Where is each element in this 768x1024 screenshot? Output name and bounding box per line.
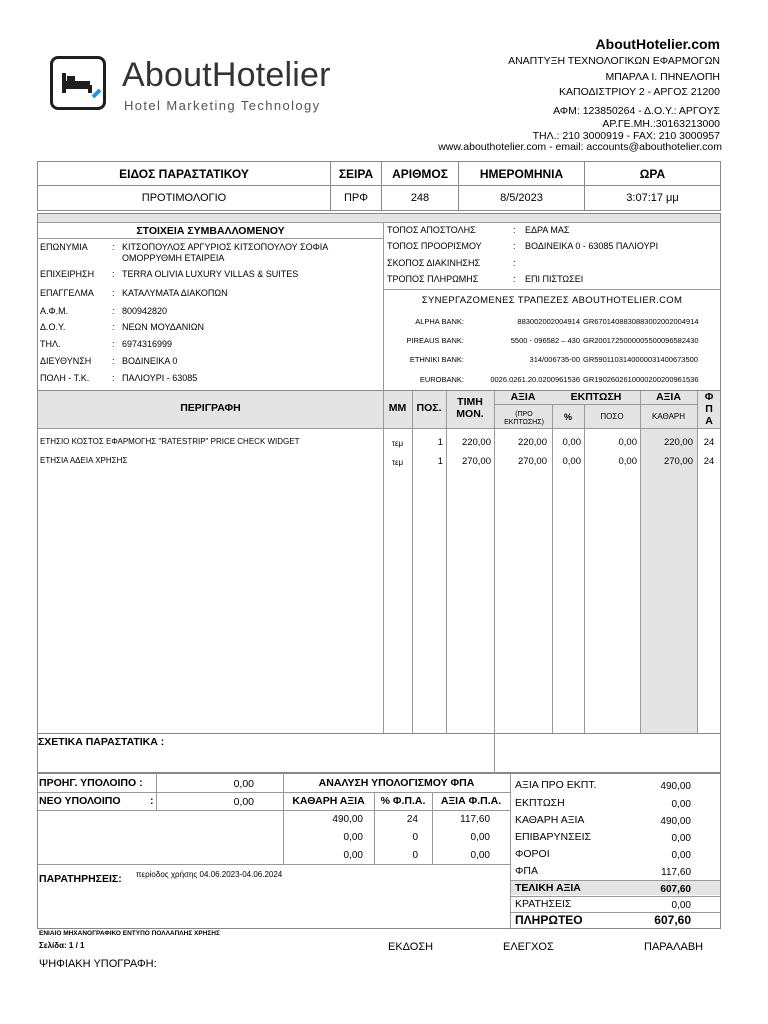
customer-field-label: ΕΠΑΓΓΕΛΜΑ	[40, 288, 94, 298]
customer-field-value: ΒΟΔΙΝΕΙΚΑ 0	[122, 356, 178, 366]
customer-field-colon: :	[112, 339, 115, 349]
shipping-field-label: ΤΟΠΟΣ ΠΡΟΟΡΙΣΜΟΥ	[387, 241, 482, 251]
customer-field-colon: :	[112, 242, 115, 252]
date-value: 8/5/2023	[459, 186, 585, 211]
prev-balance-label: ΠΡΟΗΓ. ΥΠΟΛΟΙΠΟ :	[39, 777, 143, 789]
col-discount: ΕΚΠΤΩΣΗ	[570, 391, 622, 403]
shipping-field-label: ΤΟΠΟΣ ΑΠΟΣΤΟΛΗΣ	[387, 225, 476, 235]
new-balance-colon: :	[150, 795, 154, 807]
document-header-table	[37, 161, 721, 211]
bank-iban: GR6701408830883002002004914	[583, 317, 699, 326]
company-line: www.abouthotelier.com - email: accounts@abouthotelier.com	[438, 141, 722, 154]
item-description: ΕΤΗΣΙΑ ΑΔΕΙΑ ΧΡΗΣΗΣ	[40, 456, 128, 465]
company-line: ΜΠΑΡΛΑ Ι. ΠΗΝΕΛΟΠΗ	[605, 70, 720, 83]
totals-separator	[511, 880, 720, 881]
col-quantity: ΠΟΣ.	[416, 402, 442, 414]
company-line: ΤΗΛ.: 210 3000919 - FAX: 210 3000957	[532, 129, 720, 142]
bed-icon	[50, 56, 106, 110]
customer-field-label: ΠΟΛΗ - Τ.Κ.	[40, 373, 90, 383]
totals-value: 0,00	[671, 850, 691, 861]
date-label: ΗΜΕΡΟΜΗΝΙΑ	[459, 162, 585, 186]
shipping-field-colon: :	[513, 274, 516, 284]
customer-field-colon: :	[112, 356, 115, 366]
number-label: ΑΡΙΘΜΟΣ	[382, 162, 459, 186]
col-vat-l2: Π	[705, 403, 713, 416]
prev-balance-value: 0,00	[233, 778, 254, 790]
totals-label: ΚΑΘΑΡΗ ΑΞΙΑ	[515, 814, 585, 826]
totals-label: ΑΞΙΑ ΠΡΟ ΕΚΠΤ.	[515, 779, 597, 791]
receive-label: ΠΑΡΑΛΑΒΗ	[644, 941, 704, 953]
item-value: 270,00	[517, 456, 547, 467]
shipping-field-value: ΕΔΡΑ ΜΑΣ	[525, 225, 570, 235]
item-unit-price: 220,00	[461, 437, 491, 448]
time-label: ΩΡΑ	[585, 162, 721, 186]
form-note: ΕΝΙΑΙΟ ΜΗΧΑΝΟΓΡΑΦΙΚΟ ΕΝΤΥΠΟ ΠΟΛΛΑΠΛΗΣ ΧΡΗΣΗΣ	[39, 930, 220, 937]
item-value: 220,00	[517, 437, 547, 448]
customer-field-colon: :	[112, 269, 115, 279]
vat-row-amount: 0,00	[470, 850, 490, 861]
bank-account: 0026.0261.20.0200961536	[490, 375, 580, 384]
issue-label: ΕΚΔΟΣΗ	[388, 941, 434, 953]
col-vat-l3: Α	[705, 415, 713, 428]
series-label: ΣΕΙΡΑ	[331, 162, 382, 186]
totals-value: 490,00	[660, 816, 691, 827]
banks-title: ΣΥΝΕΡΓΑΖΟΜΕΝΕΣ ΤΡΑΠΕΖΕΣ ABOUTHOTELIER.COM	[421, 295, 683, 306]
col-value-sub: (ΠΡΟ ΕΚΠΤΩΣΗΣ)	[504, 411, 544, 426]
number-value: 248	[382, 186, 459, 211]
check-label: ΕΛΕΓΧΟΣ	[503, 941, 554, 953]
shipping-field-label: ΣΚΟΠΟΣ ΔΙΑΚΙΝΗΣΗΣ	[387, 258, 481, 268]
col-unit-price-l2: ΜΟΝ.	[456, 408, 484, 421]
bank-name: PIREAUS BANK:	[406, 336, 464, 345]
party-block-spacer	[38, 214, 720, 222]
item-net-value: 270,00	[663, 456, 693, 467]
totals-label: ΦΟΡΟΙ	[515, 848, 550, 860]
customer-field-colon: :	[112, 306, 115, 316]
totals-value: 117,60	[661, 867, 691, 878]
new-balance-value: 0,00	[233, 796, 254, 808]
company-line: ΑΦΜ: 123850264 - Δ.Ο.Υ.: ΑΡΓΟΥΣ	[553, 104, 720, 117]
shipping-field-label: ΤΡΟΠΟΣ ΠΛΗΡΩΜΗΣ	[387, 274, 479, 284]
customer-title: ΣΤΟΙΧΕΙΑ ΣΥΜΒΑΛΛΟΜΕΝΟΥ	[136, 225, 285, 237]
bank-name: ETHNIKI BANK:	[409, 355, 464, 364]
vat-col-pct: % Φ.Π.Α.	[380, 795, 426, 807]
totals-value: 0,00	[671, 833, 691, 844]
customer-field-colon: :	[112, 373, 115, 383]
totals-value: 0,00	[671, 900, 691, 911]
totals-label: ΦΠΑ	[515, 865, 538, 877]
totals-value: 0,00	[671, 799, 691, 810]
item-unit: τεμ	[391, 439, 404, 448]
vat-row-amount: 0,00	[470, 832, 490, 843]
item-discount-amount: 0,00	[618, 437, 637, 448]
col-net-value: ΑΞΙΑ	[656, 391, 681, 403]
notes-value: περίοδος χρήσης 04.06.2023-04.06.2024	[136, 870, 283, 879]
item-discount-pct: 0,00	[562, 437, 581, 448]
company-line: ΚΑΠΟΔΙΣΤΡΙΟΥ 2 - ΑΡΓΟΣ 21200	[558, 85, 720, 98]
vat-row-net: 490,00	[332, 814, 363, 825]
company-line: ΑΡ.ΓΕ.ΜΗ.:30163213000	[602, 118, 720, 131]
digital-signature-label: ΨΗΦΙΑΚΗ ΥΠΟΓΡΑΦΗ:	[39, 958, 157, 970]
totals-value: 490,00	[660, 781, 691, 792]
item-description: ΕΤΗΣΙΟ ΚΟΣΤΟΣ ΕΦΑΡΜΟΓΗΣ "RATESTRIP" PRICE CHECK WIDGET	[40, 437, 300, 446]
col-discount-amount: ΠΟΣΟ	[600, 412, 624, 421]
customer-field-label: Α.Φ.Μ.	[40, 306, 69, 316]
logo-name: AboutHotelier	[122, 56, 331, 94]
totals-value: 607,60	[654, 913, 691, 927]
customer-field-label: ΕΠΩΝΥΜΙΑ	[40, 242, 88, 252]
item-net-value: 220,00	[663, 437, 693, 448]
bank-iban: GR2001725000005500096582430	[583, 336, 699, 345]
company-line: ΑΝΑΠΤΥΞΗ ΤΕΧΝΟΛΟΓΙΚΩΝ ΕΦΑΡΜΟΓΩΝ	[508, 55, 720, 68]
bank-iban: GR5901103140000031400673500	[583, 355, 698, 364]
totals-label: ΤΕΛΙΚΗ ΑΞΙΑ	[515, 882, 581, 894]
totals-label: ΕΚΠΤΩΣΗ	[515, 797, 565, 809]
vat-row-amount: 117,60	[460, 814, 490, 825]
col-net-value-sub: ΚΑΘΑΡΗ	[651, 412, 686, 421]
customer-field-value: TERRA OLIVIA LUXURY VILLAS & SUITES	[122, 269, 299, 279]
vat-col-amount: ΑΞΙΑ Φ.Π.Α.	[440, 795, 502, 807]
col-discount-pct: %	[563, 412, 572, 422]
vat-row-pct: 0	[412, 832, 418, 843]
bank-account: 314/006735-00	[529, 355, 580, 364]
col-vat	[697, 391, 721, 427]
totals-value: 607,60	[660, 884, 691, 895]
company-info	[438, 34, 720, 154]
bank-name: EUROBANK:	[419, 375, 464, 384]
col-description: ΠΕΡΙΓΡΑΦΗ	[180, 402, 241, 414]
bank-iban: GR1902602610000200200961536	[583, 375, 699, 384]
customer-field-value: 800942820	[122, 306, 168, 316]
totals-label: ΚΡΑΤΗΣΕΙΣ	[515, 898, 572, 910]
doc-type-value: ΠΡΟΤΙΜΟΛΟΓΙΟ	[38, 186, 331, 211]
item-discount-pct: 0,00	[562, 456, 581, 467]
customer-field-colon: :	[112, 322, 115, 332]
customer-field-value: ΚΙΤΣΟΠΟΥΛΟΣ ΑΡΓΥΡΙΟΣ ΚΙΤΣΟΠΟΥΛΟΥ ΣΟΦΙΑ ΟΜΟΡΡΥΘΜΗ ΕΤΑΙΡΕΙΑ	[122, 242, 328, 263]
item-vat: 24	[703, 456, 715, 467]
customer-field-value: ΠΑΛΙΟΥΡΙ - 63085	[122, 373, 198, 383]
shipping-field-colon: :	[513, 258, 516, 268]
col-unit-price-l1: ΤΙΜΗ	[457, 396, 483, 408]
col-unit: ΜΜ	[388, 402, 407, 414]
item-unit: τεμ	[391, 458, 404, 467]
company-brand: AboutHotelier.com	[595, 36, 720, 52]
page-number: Σελίδα: 1 / 1	[39, 941, 85, 950]
logo-tagline: Hotel Marketing Technology	[124, 98, 321, 113]
company-logo	[48, 52, 354, 122]
shipping-field-colon: :	[513, 225, 516, 235]
totals-label: ΠΛΗΡΩΤΕΟ	[515, 913, 583, 927]
totals-separator	[511, 896, 720, 897]
col-value: ΑΞΙΑ	[510, 391, 536, 403]
customer-field-value: ΚΑΤΑΛΥΜΑΤΑ ΔΙΑΚΟΠΩΝ	[122, 288, 228, 298]
new-balance-label: ΝΕΟ ΥΠΟΛΟΙΠΟ	[39, 795, 121, 807]
vat-row-pct: 0	[412, 850, 418, 861]
customer-field-label: Δ.Ο.Υ.	[40, 322, 66, 332]
customer-field-label: ΤΗΛ.	[40, 339, 61, 349]
item-unit-price: 270,00	[461, 456, 491, 467]
totals-label: ΕΠΙΒΑΡΥΝΣΕΙΣ	[515, 831, 592, 843]
shipping-field-value: ΕΠΙ ΠΙΣΤΩΣΕΙ	[525, 274, 584, 284]
net-column-bg	[640, 428, 697, 733]
col-unit-price	[446, 396, 494, 420]
vat-row-pct: 24	[406, 814, 418, 825]
shipping-field-colon: :	[513, 241, 516, 251]
time-value: 3:07:17 μμ	[585, 186, 721, 211]
item-quantity: 1	[437, 437, 443, 448]
customer-field-colon: :	[112, 288, 115, 298]
bank-account: 5500 - 096582 – 430	[510, 336, 580, 345]
item-vat: 24	[703, 437, 715, 448]
col-vat-l1: Φ	[704, 391, 714, 403]
related-docs-label: ΣΧΕΤΙΚΑ ΠΑΡΑΣΤΑΤΙΚΑ :	[38, 736, 165, 748]
vat-row-net: 0,00	[343, 850, 363, 861]
item-quantity: 1	[437, 456, 443, 467]
customer-field-label: ΔΙΕΥΘΥΝΣΗ	[40, 356, 92, 366]
shipping-field-value: ΒΟΔΙΝΕΙΚΑ 0 - 63085 ΠΑΛΙΟΥΡΙ	[525, 241, 659, 251]
customer-field-label: ΕΠΙΧΕΙΡΗΣΗ	[40, 269, 95, 279]
doc-type-label: ΕΙΔΟΣ ΠΑΡΑΣΤΑΤΙΚΟΥ	[38, 162, 331, 186]
vat-col-net: ΚΑΘΑΡΗ ΑΞΙΑ	[292, 795, 365, 807]
bank-account: 883002002004914	[517, 317, 580, 326]
customer-field-value: 6974316999	[122, 339, 173, 349]
vat-analysis-title: ΑΝΑΛΥΣΗ ΥΠΟΛΟΓΙΣΜΟΥ ΦΠΑ	[318, 777, 475, 789]
vat-row-net: 0,00	[343, 832, 363, 843]
series-value: ΠΡΦ	[331, 186, 382, 211]
customer-field-value: ΝΕΩΝ ΜΟΥΔΑΝΙΩΝ	[122, 322, 205, 332]
bank-name: ALPHA BANK:	[415, 317, 464, 326]
notes-label: ΠΑΡΑΤΗΡΗΣΕΙΣ:	[39, 873, 122, 885]
item-discount-amount: 0,00	[618, 456, 637, 467]
